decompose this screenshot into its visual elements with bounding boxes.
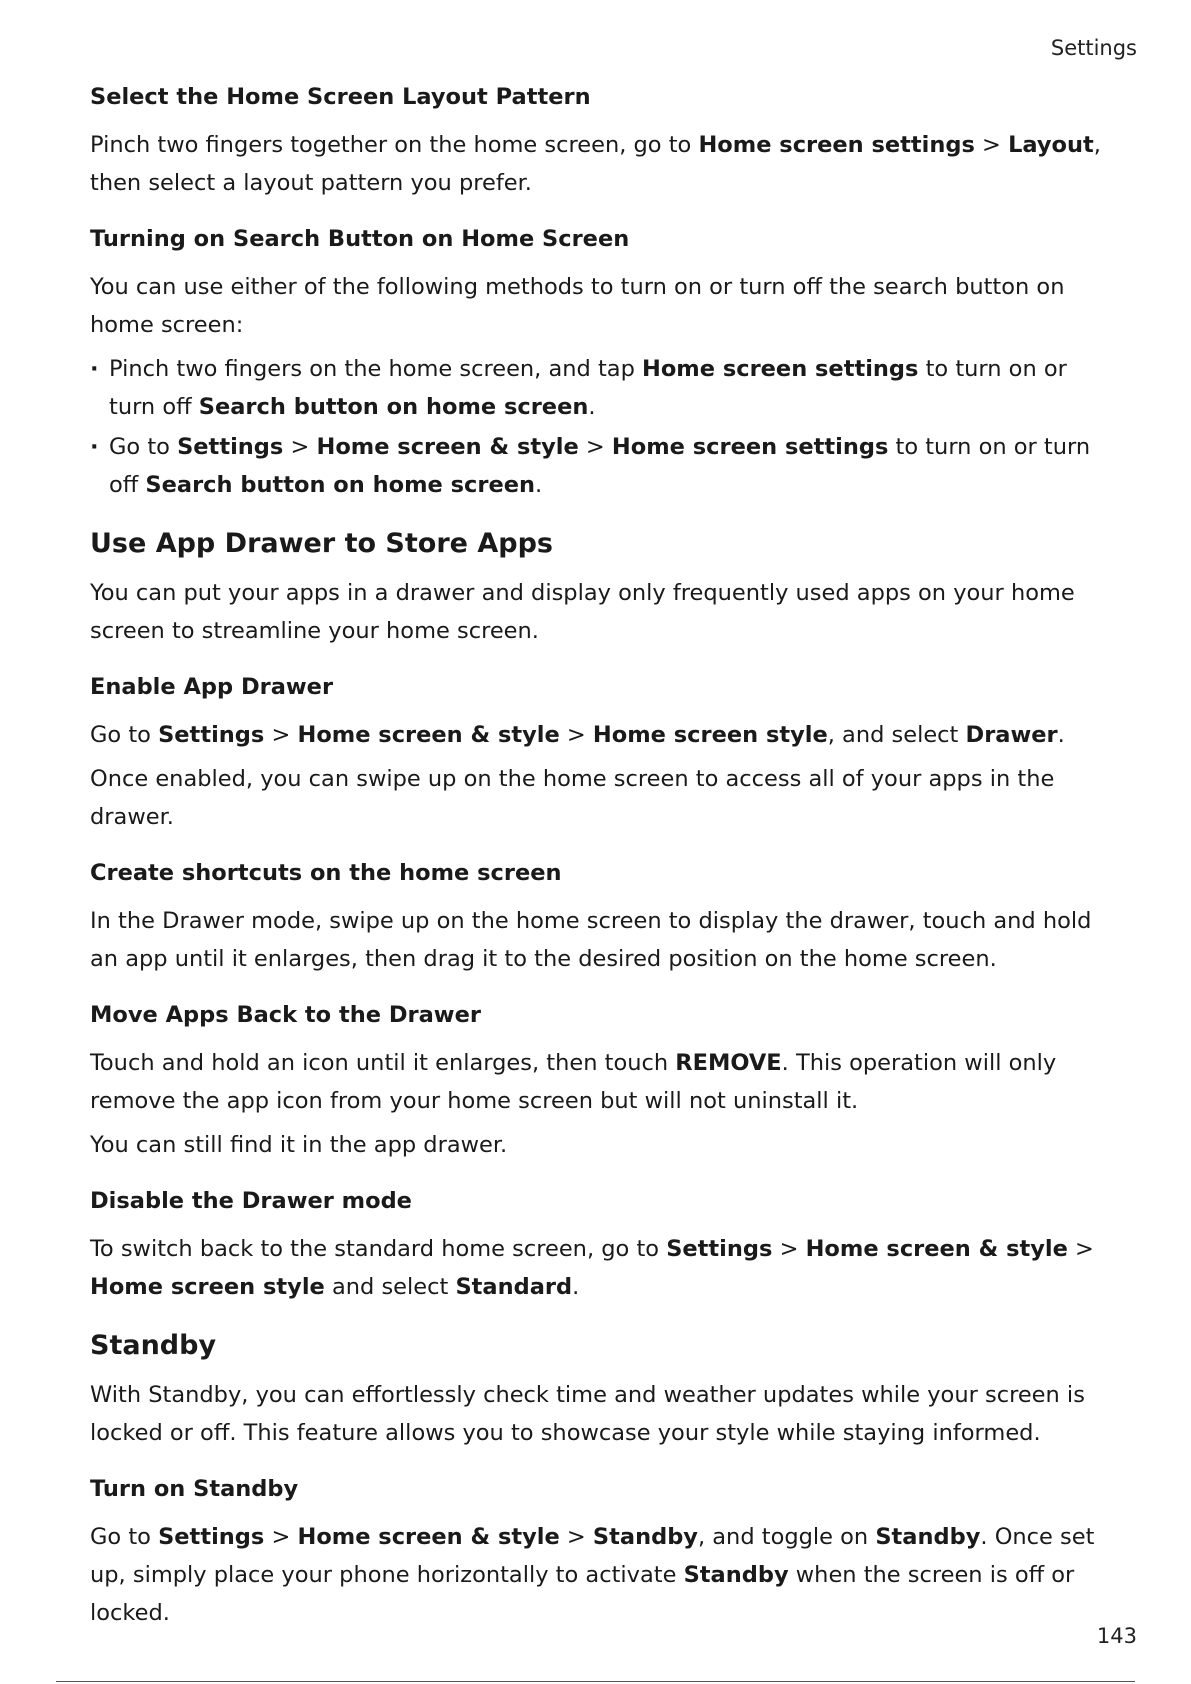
section-standby [90, 1328, 1110, 1452]
page-content [90, 82, 1110, 1654]
list-item: · Pinch two fingers on the home screen, and tap Home screen settings to turn on or turn off Search button on home screen. [90, 350, 1110, 426]
header-section-label: Settings [1050, 36, 1137, 60]
heading-turn-on-standby: Turn on Standby [90, 1476, 299, 1502]
paragraph-layout-pattern: Pinch two fingers together on the home screen, go to Home screen settings > Layout, then select a layout pattern you prefer. [90, 132, 1101, 196]
paragraph-enable-drawer-note: Once enabled, you can swipe up on the home screen to access all of your apps in the drawer. [90, 766, 1055, 830]
section-move-back [90, 1000, 1110, 1164]
page-number: 143 [1096, 1624, 1137, 1648]
heading-standby: Standby [90, 1330, 217, 1361]
paragraph-turn-on-standby: Go to Settings > Home screen & style > Standby, and toggle on Standby. Once set up, simply place your phone horizontally to activate Standby when the screen is off or locked. [90, 1524, 1095, 1626]
section-layout-pattern [90, 82, 1110, 202]
footer-divider [56, 1681, 1135, 1682]
section-enable-drawer [90, 672, 1110, 836]
list-item: · Go to Settings > Home screen & style > Home screen settings to turn on or turn off Search button on home screen. [90, 428, 1110, 504]
paragraph-search-intro: You can use either of the following methods to turn on or turn off the search button on home screen: [90, 274, 1065, 338]
section-search-button [90, 224, 1110, 504]
paragraph-standby-intro: With Standby, you can effortlessly check time and weather updates while your screen is locked or off. This feature allows you to showcase your style while staying informed. [90, 1382, 1085, 1446]
paragraph-app-drawer-intro: You can put your apps in a drawer and display only frequently used apps on your home screen to streamline your home screen. [90, 580, 1075, 644]
heading-shortcuts: Create shortcuts on the home screen [90, 860, 562, 886]
paragraph-move-back-note: You can still find it in the app drawer. [90, 1132, 508, 1158]
section-disable-drawer [90, 1186, 1110, 1306]
section-app-drawer [90, 526, 1110, 650]
paragraph-move-back: Touch and hold an icon until it enlarges, then touch REMOVE. This operation will only remove the app icon from your home screen but will not uninstall it. [90, 1050, 1057, 1114]
heading-move-back: Move Apps Back to the Drawer [90, 1002, 481, 1028]
section-shortcuts [90, 858, 1110, 978]
paragraph-disable-drawer: To switch back to the standard home screen, go to Settings > Home screen & style > Home screen style and select Standard. [90, 1236, 1094, 1300]
heading-search-button: Turning on Search Button on Home Screen [90, 226, 630, 252]
section-turn-on-standby [90, 1474, 1110, 1632]
paragraph-enable-drawer-steps: Go to Settings > Home screen & style > Home screen style, and select Drawer. [90, 722, 1065, 748]
heading-disable-drawer: Disable the Drawer mode [90, 1188, 412, 1214]
paragraph-shortcuts: In the Drawer mode, swipe up on the home screen to display the drawer, touch and hold an app until it enlarges, then drag it to the desired position on the home screen. [90, 908, 1092, 972]
search-methods-list [90, 350, 1110, 504]
heading-enable-drawer: Enable App Drawer [90, 674, 334, 700]
heading-app-drawer: Use App Drawer to Store Apps [90, 528, 553, 559]
heading-layout-pattern: Select the Home Screen Layout Pattern [90, 84, 591, 110]
